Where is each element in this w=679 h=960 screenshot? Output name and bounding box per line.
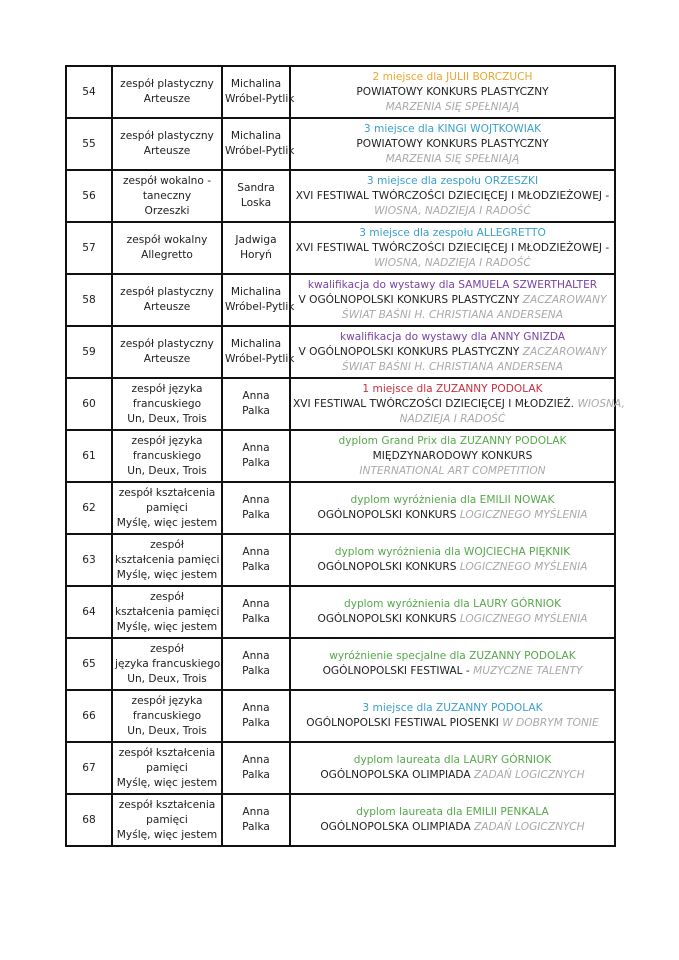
table-row xyxy=(66,586,615,638)
contest-name: XVI FESTIWAL TWÓRCZOŚCI DZIECIĘCEJ I MŁODZIEŻ. xyxy=(293,397,575,410)
award-description xyxy=(290,794,615,846)
table-row xyxy=(66,66,615,118)
contest-line xyxy=(293,189,612,204)
teacher-name-line: Anna xyxy=(242,806,270,818)
group-name xyxy=(112,586,222,638)
group-name-line: zespół xyxy=(150,642,184,655)
teacher-name-line: Michalina xyxy=(230,130,282,142)
award-result: kwalifikacja do wystawy dla ANNY GNIZDA xyxy=(339,330,566,343)
table-row xyxy=(66,274,615,326)
contest-name: OGÓLNOPOLSKA OLIMPIADA xyxy=(320,769,471,781)
group-name-line: Un, Deux, Trois xyxy=(127,724,207,737)
teacher-name xyxy=(222,794,290,846)
group-name xyxy=(112,794,222,846)
contest-name: XVI FESTIWAL TWÓRCZOŚCI DZIECIĘCEJ I MŁODZIEŻOWEJ - xyxy=(295,241,610,254)
teacher-name xyxy=(222,690,290,742)
group-name-line: francuskiego xyxy=(132,709,202,722)
group-name-line: Arteusze xyxy=(143,301,191,313)
teacher-name-line: Palka xyxy=(242,457,270,469)
group-name xyxy=(112,690,222,742)
group-name xyxy=(112,274,222,326)
teacher-name xyxy=(222,326,295,378)
row-number: 64 xyxy=(66,586,112,638)
award-description xyxy=(290,222,615,274)
group-name-line: Arteusze xyxy=(143,145,191,157)
row-number: 67 xyxy=(66,742,112,794)
contest-subtitle-continued: ŚWIAT BAŚNI H. CHRISTIANA ANDERSENA xyxy=(342,308,563,321)
group-name-line: francuskiego xyxy=(132,449,202,462)
award-description xyxy=(290,690,615,742)
table-row xyxy=(66,482,615,534)
teacher-name-line: Palka xyxy=(242,509,270,521)
group-name-line: zespół kształcenia xyxy=(118,798,216,811)
table-row xyxy=(66,118,615,170)
award-result: 1 miejsce dla ZUZANNY PODOLAK xyxy=(362,382,543,395)
contest-line xyxy=(293,508,612,523)
group-name-line: pamięci xyxy=(146,813,188,826)
table-row xyxy=(66,170,615,222)
teacher-name-line: Anna xyxy=(242,702,270,714)
award-result: 2 miejsce dla JULII BORCZUCH xyxy=(372,70,533,83)
group-name-line: zespół kształcenia xyxy=(118,746,216,759)
group-name-line: zespół wokalno - xyxy=(122,174,212,187)
table-row xyxy=(66,690,615,742)
group-name-line: Arteusze xyxy=(143,353,191,365)
teacher-name-line: Palka xyxy=(242,613,270,625)
award-result: 3 miejsce dla zespołu ALLEGRETTO xyxy=(359,226,546,239)
group-name-line: Myślę, więc jestem xyxy=(116,776,218,789)
teacher-name-line: Palka xyxy=(242,769,270,781)
teacher-name-line: Palka xyxy=(242,717,270,729)
teacher-name xyxy=(222,742,290,794)
group-name-line: pamięci xyxy=(146,501,188,514)
teacher-name-line: Wróbel-Pytlik xyxy=(225,301,295,313)
contest-name: POWIATOWY KONKURS PLASTYCZNY xyxy=(356,137,549,150)
group-name xyxy=(112,742,222,794)
group-name-line: kształcenia pamięci xyxy=(115,605,220,618)
group-name-line: taneczny xyxy=(142,189,192,202)
awards-table xyxy=(65,65,625,847)
teacher-name xyxy=(222,274,295,326)
table-row xyxy=(66,430,615,482)
group-name-line: zespół plastyczny xyxy=(120,338,214,350)
award-description xyxy=(290,274,615,326)
row-number: 62 xyxy=(66,482,112,534)
teacher-name-line: Anna xyxy=(242,390,270,402)
group-name-line: Myślę, więc jestem xyxy=(116,620,218,633)
table-row xyxy=(66,742,615,794)
contest-line xyxy=(293,293,612,308)
contest-subtitle: ZADAŃ LOGICZNYCH xyxy=(473,821,585,833)
teacher-name-line: Anna xyxy=(242,494,270,506)
teacher-name xyxy=(222,586,290,638)
row-number: 57 xyxy=(66,222,112,274)
contest-name: V OGÓLNOPOLSKI KONKURS PLASTYCZNY xyxy=(298,345,520,358)
row-number: 58 xyxy=(66,274,112,326)
teacher-name-line: Palka xyxy=(242,665,270,677)
group-name-line: zespół xyxy=(150,538,184,551)
award-description xyxy=(290,742,615,794)
teacher-name-line: Michalina xyxy=(230,338,282,350)
contest-subtitle: WIOSNA, xyxy=(577,397,625,410)
award-result: dyplom Grand Prix dla ZUZANNY PODOLAK xyxy=(338,434,567,447)
row-number: 59 xyxy=(66,326,112,378)
group-name-line: Myślę, więc jestem xyxy=(116,516,218,529)
contest-line xyxy=(293,449,612,464)
contest-name: OGÓLNOPOLSKA OLIMPIADA xyxy=(320,821,471,833)
award-result: dyplom laureata dla EMILII PENKALA xyxy=(356,806,549,818)
group-name-line: zespół języka xyxy=(131,694,203,707)
teacher-name-line: Michalina xyxy=(230,286,282,298)
teacher-name-line: Michalina xyxy=(230,78,282,90)
contest-subtitle: LOGICZNEGO MYŚLENIA xyxy=(459,509,588,521)
row-number: 68 xyxy=(66,794,112,846)
teacher-name-line: Jadwiga xyxy=(235,234,277,246)
contest-subtitle-continued: WIOSNA, NADZIEJA I RADOŚĆ xyxy=(374,204,531,217)
teacher-name-line: Wróbel-Pytlik xyxy=(225,145,295,157)
award-description xyxy=(290,170,615,222)
group-name-line: zespół plastyczny xyxy=(120,130,214,142)
group-name xyxy=(112,170,222,222)
group-name-line: francuskiego xyxy=(132,397,202,410)
group-name-line: Arteusze xyxy=(143,93,191,105)
group-name xyxy=(112,66,222,118)
group-name-line: pamięci xyxy=(146,761,188,774)
group-name xyxy=(112,222,222,274)
teacher-name-line: Palka xyxy=(242,561,270,573)
award-result: dyplom wyróżnienia dla LAURY GÓRNIOK xyxy=(343,598,562,610)
contest-line xyxy=(293,397,625,412)
contest-line xyxy=(293,820,612,835)
group-name xyxy=(112,430,222,482)
contest-subtitle: ZADAŃ LOGICZNYCH xyxy=(473,769,585,781)
table-row xyxy=(66,794,615,846)
contest-name: OGÓLNOPOLSKI FESTIWAL - xyxy=(322,665,470,677)
contest-name: MIĘDZYNARODOWY KONKURS xyxy=(372,449,533,462)
contest-line xyxy=(293,664,612,679)
contest-subtitle-continued: ŚWIAT BAŚNI H. CHRISTIANA ANDERSENA xyxy=(342,360,563,373)
award-description xyxy=(290,482,615,534)
group-name-line: Myślę, więc jestem xyxy=(116,568,218,581)
contest-subtitle-continued: NADZIEJA I RADOŚĆ xyxy=(399,412,506,425)
teacher-name-line: Anna xyxy=(242,650,270,662)
teacher-name xyxy=(222,66,295,118)
contest-subtitle: LOGICZNEGO MYŚLENIA xyxy=(459,561,588,573)
row-number: 55 xyxy=(66,118,112,170)
teacher-name-line: Loska xyxy=(240,197,272,209)
teacher-name-line: Horyń xyxy=(240,249,272,261)
award-result: 3 miejsce dla ZUZANNY PODOLAK xyxy=(362,702,543,714)
contest-subtitle-continued: MARZENIA SIĘ SPEŁNIAJĄ xyxy=(385,152,520,165)
group-name-line: Myślę, więc jestem xyxy=(116,828,218,841)
contest-name: V OGÓLNOPOLSKI KONKURS PLASTYCZNY xyxy=(298,293,520,306)
table-row xyxy=(66,638,615,690)
contest-subtitle: LOGICZNEGO MYŚLENIA xyxy=(459,613,588,625)
teacher-name-line: Wróbel-Pytlik xyxy=(225,93,295,105)
contest-subtitle-continued: INTERNATIONAL ART COMPETITION xyxy=(359,464,546,477)
contest-line xyxy=(293,85,612,100)
table-row xyxy=(66,534,615,586)
teacher-name-line: Palka xyxy=(242,821,270,833)
row-number: 63 xyxy=(66,534,112,586)
contest-line xyxy=(293,137,612,152)
group-name-line: zespół plastyczny xyxy=(120,78,214,90)
award-result: 3 miejsce dla zespołu ORZESZKI xyxy=(366,174,539,187)
teacher-name xyxy=(222,170,290,222)
award-description xyxy=(290,430,615,482)
award-description xyxy=(290,378,625,430)
contest-name: OGÓLNOPOLSKI KONKURS xyxy=(317,561,457,573)
group-name-line: Un, Deux, Trois xyxy=(127,412,207,425)
award-result: wyróżnienie specjalne dla ZUZANNY PODOLAK xyxy=(329,650,576,662)
table-row xyxy=(66,326,615,378)
awards-table-body xyxy=(66,66,625,846)
award-result: dyplom laureata dla LAURY GÓRNIOK xyxy=(353,754,552,766)
group-name xyxy=(112,378,222,430)
contest-line xyxy=(293,241,612,256)
award-result: kwalifikacja do wystawy dla SAMUELA SZWERTHALTER xyxy=(307,278,598,291)
teacher-name xyxy=(222,430,290,482)
contest-line xyxy=(293,612,612,627)
group-name-line: zespół języka xyxy=(131,382,203,395)
row-number: 61 xyxy=(66,430,112,482)
teacher-name-line: Anna xyxy=(242,754,270,766)
group-name-line: zespół plastyczny xyxy=(120,286,214,298)
contest-subtitle-continued: MARZENIA SIĘ SPEŁNIAJĄ xyxy=(385,100,520,113)
group-name-line: Allegretto xyxy=(141,249,193,261)
teacher-name-line: Anna xyxy=(242,442,270,454)
award-description xyxy=(290,586,615,638)
group-name-line: zespół języka xyxy=(131,434,203,447)
award-result: dyplom wyróżnienia dla WOJCIECHA PIĘKNIK xyxy=(334,546,571,558)
award-description xyxy=(290,326,615,378)
contest-line xyxy=(293,716,612,731)
award-result: dyplom wyróżnienia dla EMILII NOWAK xyxy=(350,494,555,506)
award-description xyxy=(290,534,615,586)
contest-subtitle-continued: WIOSNA, NADZIEJA I RADOŚĆ xyxy=(374,256,531,269)
group-name-line: zespół wokalny xyxy=(126,234,208,246)
row-number: 65 xyxy=(66,638,112,690)
group-name xyxy=(112,534,222,586)
table-row xyxy=(66,222,615,274)
contest-name: OGÓLNOPOLSKI KONKURS xyxy=(317,509,457,521)
group-name-line: Un, Deux, Trois xyxy=(127,464,207,477)
teacher-name xyxy=(222,482,290,534)
row-number: 66 xyxy=(66,690,112,742)
contest-name: XVI FESTIWAL TWÓRCZOŚCI DZIECIĘCEJ I MŁODZIEŻOWEJ - xyxy=(295,189,610,202)
group-name-line: języka francuskiego xyxy=(115,657,221,670)
group-name xyxy=(112,638,222,690)
row-number: 56 xyxy=(66,170,112,222)
contest-subtitle: ZACZAROWANY xyxy=(522,293,607,306)
teacher-name xyxy=(222,638,290,690)
group-name-line: Un, Deux, Trois xyxy=(127,672,207,685)
contest-name: OGÓLNOPOLSKI KONKURS xyxy=(317,613,457,625)
award-result: 3 miejsce dla KINGI WOJTKOWIAK xyxy=(363,122,542,135)
teacher-name-line: Anna xyxy=(242,598,270,610)
teacher-name-line: Wróbel-Pytlik xyxy=(225,353,295,365)
group-name-line: zespół kształcenia xyxy=(118,486,216,499)
teacher-name-line: Palka xyxy=(242,405,270,417)
award-description xyxy=(290,66,615,118)
teacher-name xyxy=(222,118,295,170)
contest-name: OGÓLNOPOLSKI FESTIWAL PIOSENKI xyxy=(306,717,499,729)
teacher-name xyxy=(222,378,290,430)
group-name-line: zespół xyxy=(150,590,184,603)
group-name-line: kształcenia pamięci xyxy=(115,553,220,566)
contest-subtitle: W DOBRYM TONIE xyxy=(502,717,599,729)
teacher-name-line: Sandra xyxy=(237,182,275,194)
teacher-name xyxy=(222,222,290,274)
contest-line xyxy=(293,560,612,575)
group-name-line: Orzeszki xyxy=(144,204,190,217)
award-description xyxy=(290,118,615,170)
contest-name: POWIATOWY KONKURS PLASTYCZNY xyxy=(356,85,549,98)
contest-subtitle: MUZYCZNE TALENTY xyxy=(473,665,583,677)
group-name xyxy=(112,326,222,378)
group-name xyxy=(112,482,222,534)
teacher-name xyxy=(222,534,290,586)
row-number: 54 xyxy=(66,66,112,118)
table-row xyxy=(66,378,615,430)
teacher-name-line: Anna xyxy=(242,546,270,558)
award-description xyxy=(290,638,615,690)
contest-subtitle: ZACZAROWANY xyxy=(522,345,607,358)
contest-line xyxy=(293,345,612,360)
contest-line xyxy=(293,768,612,783)
row-number: 60 xyxy=(66,378,112,430)
group-name xyxy=(112,118,222,170)
